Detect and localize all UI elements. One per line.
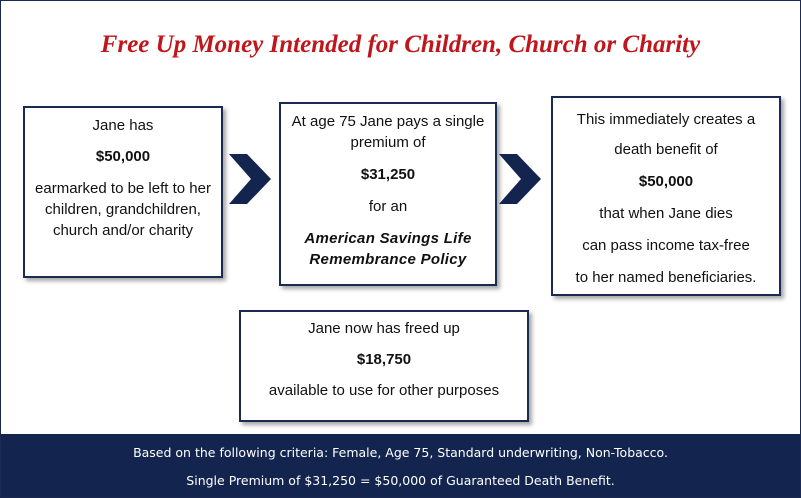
box2-policy: American Savings Life Remembrance Policy <box>304 230 472 268</box>
page-title: Free Up Money Intended for Children, Church or Charity <box>100 31 701 58</box>
box3-line3: can pass income tax-free <box>582 237 750 254</box>
box2-line2: for an <box>368 198 408 215</box>
freed-up-box <box>239 310 529 422</box>
footer-line1: Based on the following criteria: Female, Age 75, Standard underwriting, Non-Tobacco. <box>133 445 668 460</box>
box1-text: earmarked to be left to her children, grandchildren, church and/or charity <box>35 180 211 239</box>
box4-line1: Jane now has freed up <box>308 320 460 337</box>
starting-amount-box <box>23 106 223 278</box>
chevron-right-icon <box>229 154 271 204</box>
box3-line2: that when Jane dies <box>599 205 733 222</box>
premium-box <box>279 102 497 286</box>
box4-amount: $18,750 <box>356 351 412 368</box>
box2-amount: $31,250 <box>360 166 416 183</box>
box4-line2: available to use for other purposes <box>268 382 500 399</box>
box3-amount: $50,000 <box>638 173 694 190</box>
box3-line1: This immediately creates a death benefit of <box>576 111 756 158</box>
box1-amount: $50,000 <box>95 148 151 165</box>
box2-line1: At age 75 Jane pays a single premium of <box>291 113 485 151</box>
death-benefit-box <box>551 96 781 296</box>
criteria-footer <box>1 434 800 497</box>
box3-line4: to her named beneficiaries. <box>575 269 757 286</box>
chevron-right-icon <box>499 154 541 204</box>
footer-line2: Single Premium of $31,250 = $50,000 of Guaranteed Death Benefit. <box>186 473 615 488</box>
box1-line1: Jane has <box>92 117 154 134</box>
